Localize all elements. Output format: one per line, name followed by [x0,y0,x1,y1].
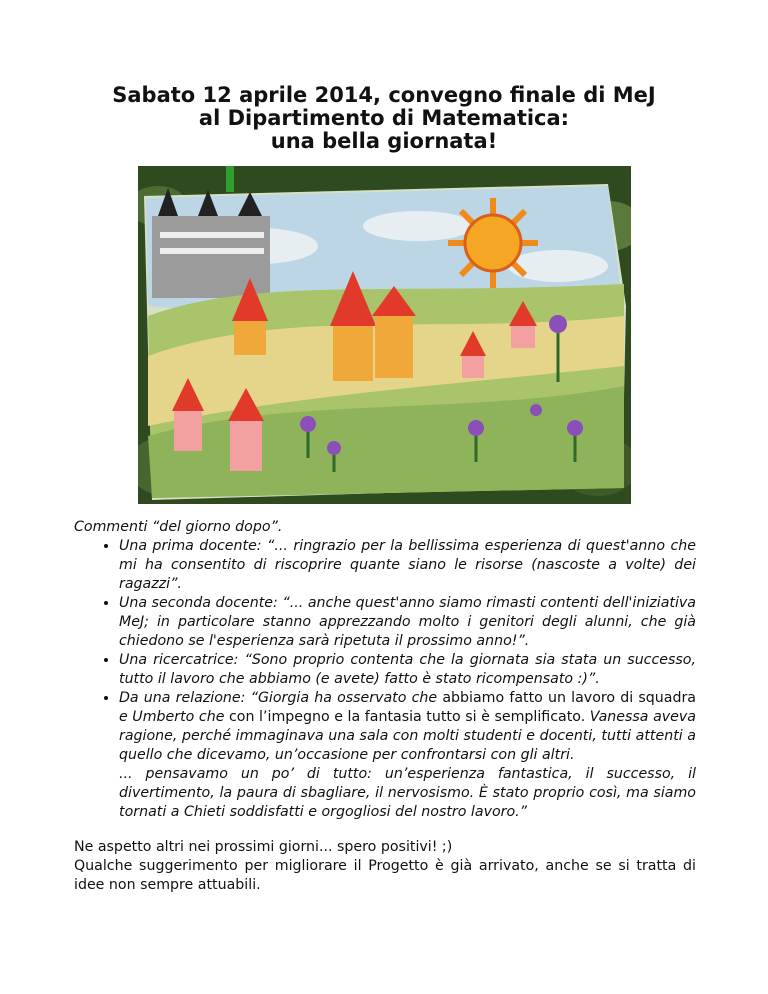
page-title [0,84,768,153]
closing-line-1: Ne aspetto altri nei prossimi giorni... spero positivi! ;) [74,839,453,855]
report-part-5: Vanessa aveva ragione, perché immaginava una sala con molti studenti e docenti, tutti attenti a quello che dicevamo, un’occasione per confrontarsi con gli altri. [119,709,696,763]
comment-item: • Una ricercatrice: “Sono proprio contenta che la giornata sia stata un successo, tutto il lavoro che abbiamo (e avete) fatto è stato ricompensato :)”. [119,651,696,689]
report-part-4: con l’impegno e la fantasia tutto si è semplificato. [224,709,586,725]
report-part-6: ... pensavamo un po’ di tutto: un’esperienza fantastica, il successo, il divertimento, la paura di sbagliare, il nervosismo. È stato proprio così, ma siamo tornati a Chieti soddisfatti e orgogliosi del nostro lavoro.” [119,766,696,820]
closing-line-2: Qualche suggerimento per migliorare il Progetto è già arrivato, anche se si tratta di idee non sempre attuabili. [74,858,696,893]
comment-item: • Una seconda docente: “... anche quest'anno siamo rimasti contenti dell'iniziativa MeJ; in particolare stanno apprezzando molto i genitori degli alunni, che già chiedono se l'esperienza sarà ripetuta il prossimo anno!”. [119,594,696,651]
report-part-2: abbiamo fatto un lavoro di squadra [437,690,696,706]
title-line-1: Sabato 12 aprile 2014, convegno finale di MeJ [112,83,656,107]
clothes-pin [226,166,234,192]
report-part-1: Da una relazione: “Giorgia ha osservato che [119,690,438,706]
title-line-2: al Dipartimento di Matematica: [198,106,570,130]
report-part-3: e Umberto che [119,709,225,725]
comment-item-report [119,689,696,822]
drawing-illustration [138,166,631,504]
sun-icon [448,198,538,288]
comment-item: • Una prima docente: “... ringrazio per la bellissima esperienza di quest'anno che mi ha consentito di riscoprire quante siano le risorse (nascoste a volte) dei ragazzi”. [119,537,696,594]
comments-list [74,537,696,822]
title-line-3: una bella giornata! [270,129,498,153]
closing-paragraph [74,838,696,895]
comments-caption: Commenti “del giorno dopo”. [74,519,283,535]
comments-section [74,518,696,895]
children-drawing-photo [138,166,631,504]
